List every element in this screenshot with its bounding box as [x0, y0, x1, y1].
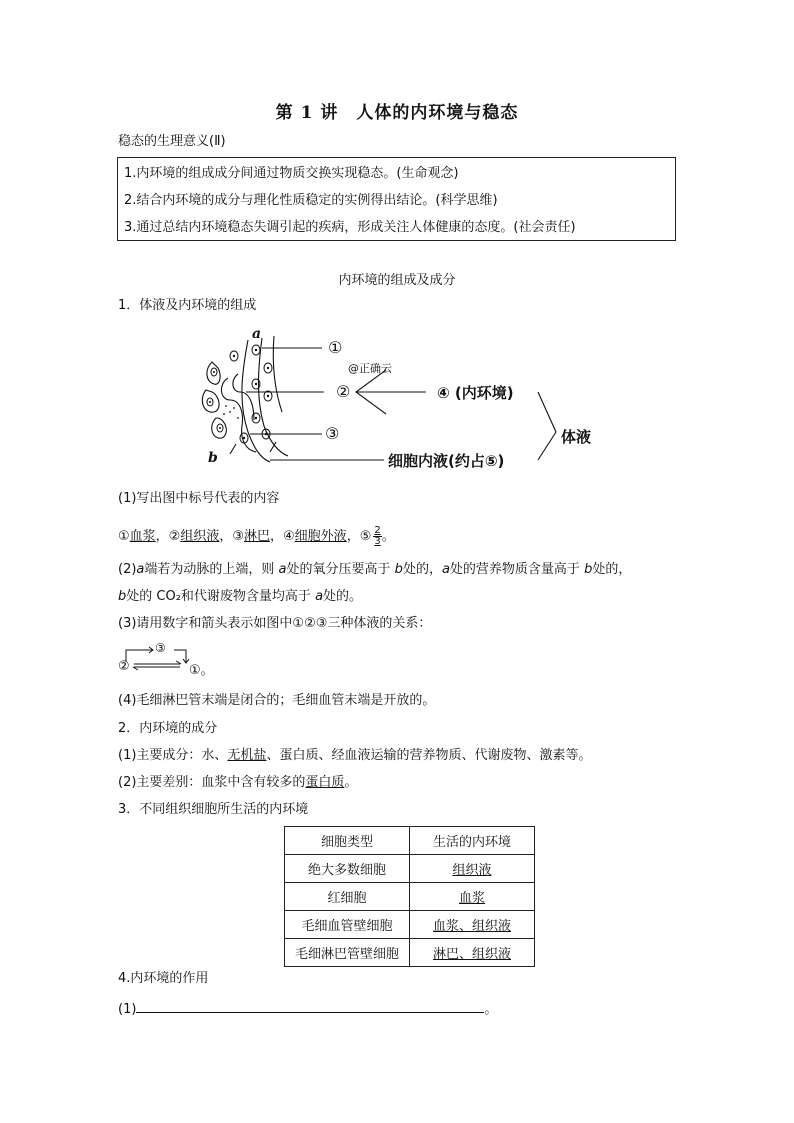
t: 。 [344, 775, 358, 790]
label-3: ③ [325, 424, 340, 443]
watermark: @正确云 [348, 362, 392, 375]
q3-node-1 [189, 659, 214, 678]
q2-line-1 [118, 561, 631, 579]
table-cell: 血浆、组织液 [410, 911, 535, 939]
table-cell: 毛细淋巴管壁细胞 [285, 939, 410, 967]
table-cell: 血浆 [410, 883, 535, 911]
label-a: a [252, 326, 262, 342]
fill-in-line [118, 998, 497, 1019]
table-cell: 毛细血管壁细胞 [285, 911, 410, 939]
label-4-interstitial: ④ (内环境) [437, 384, 514, 402]
table-row [285, 939, 535, 967]
q1-num2: ，② [155, 529, 181, 544]
t: 处的。 [323, 589, 363, 604]
answer-protein: 蛋白质 [305, 775, 345, 790]
t: (2) [118, 562, 137, 577]
answer-inorganic-salts: 无机盐 [227, 748, 267, 763]
components-line-2 [118, 774, 357, 792]
label-body-fluid: 体液 [561, 428, 592, 446]
q1-num1: ① [118, 529, 130, 544]
table-row [285, 883, 535, 911]
t: (2)主要差别：血浆中含有较多的 [118, 775, 306, 790]
objective-2: 2.结合内环境的成分与理化性质稳定的实例得出结论。(科学思维) [124, 193, 498, 208]
section-heading: 内环境的组成及成分 [338, 273, 456, 288]
q1-num5: ，⑤ [346, 529, 372, 544]
heading-1: 1．体液及内环境的组成 [118, 298, 257, 313]
table-cell: 淋巴、组织液 [410, 939, 535, 967]
objectives-box [117, 157, 676, 241]
q4: (4)毛细淋巴管末端是闭合的；毛细血管末端是开放的。 [118, 693, 436, 708]
t: a [315, 589, 324, 604]
q3-prompt: (3)请用数字和箭头表示如图中①②③三种体液的关系： [118, 616, 432, 631]
answer-plasma: 血浆 [129, 529, 156, 544]
answer-fraction [373, 526, 381, 547]
t: a [278, 562, 287, 577]
q1-end: 。 [381, 529, 395, 544]
t: 。 [200, 663, 214, 678]
label-b: b [208, 450, 218, 466]
objective-3: 3.通过总结内环境稳态失调引起的疾病，形成关注人体健康的态度。(社会责任) [124, 220, 576, 235]
t: 。 [484, 1002, 498, 1017]
t: (1) [118, 1002, 137, 1017]
cell-environment-table [284, 826, 535, 967]
t: b [118, 589, 127, 604]
t: 处的， [402, 562, 442, 577]
t: (1)主要成分：水、 [118, 748, 228, 763]
table-header-cell: 生活的内环境 [410, 827, 535, 855]
q1-prompt: (1)写出图中标号代表的内容 [118, 491, 280, 506]
t: 端若为动脉的上端，则 [144, 562, 275, 577]
q1-answer [118, 526, 395, 547]
subtitle: 稳态的生理意义(Ⅱ) [118, 134, 226, 149]
t: 、蛋白质、经血液运输的营养物质、代谢废物、激素等。 [266, 748, 592, 763]
answer-tissue-fluid: 组织液 [180, 529, 220, 544]
heading-3: 3．不同组织细胞所生活的内环境 [118, 802, 309, 817]
q1-num3: ，③ [219, 529, 244, 544]
q2-line-2 [118, 588, 362, 606]
q3-node-2: ② [118, 659, 130, 674]
t: ① [189, 663, 201, 678]
heading-4: 4.内环境的作用 [118, 971, 209, 986]
label-2: ② [336, 382, 351, 401]
components-line-1 [118, 747, 591, 765]
table-header-row [285, 827, 535, 855]
label-intracellular: 细胞内液(约占⑤) [388, 452, 505, 470]
t: a [441, 562, 450, 577]
q3-node-3: ③ [155, 641, 166, 655]
answer-blank[interactable] [136, 998, 484, 1013]
answer-extracellular: 细胞外液 [294, 529, 347, 544]
table-cell: 组织液 [410, 855, 535, 883]
q1-num4: ，④ [270, 529, 295, 544]
fraction-numerator: 2 [374, 525, 381, 536]
heading-2: 2．内环境的成分 [118, 721, 218, 736]
table-cell: 红细胞 [285, 883, 410, 911]
objective-1: 1.内环境的组成成分间通过物质交换实现稳态。(生命观念) [124, 166, 459, 181]
page-title: 第 1 讲 人体的内环境与稳态 [275, 103, 519, 123]
t: 处的氧分压要高于 [286, 562, 391, 577]
t: 处的营养物质含量高于 [449, 562, 580, 577]
fraction-denominator: 3 [374, 536, 381, 547]
t: 处的， [592, 562, 632, 577]
table-cell: 绝大多数细胞 [285, 855, 410, 883]
answer-lymph: 淋巴 [244, 529, 271, 544]
table-row [285, 855, 535, 883]
label-1: ① [328, 338, 343, 357]
t: b [584, 562, 593, 577]
table-header-cell: 细胞类型 [285, 827, 410, 855]
table-row [285, 911, 535, 939]
t: 处的 CO₂和代谢废物含量均高于 [126, 589, 311, 604]
t: a [136, 562, 145, 577]
t: b [394, 562, 403, 577]
